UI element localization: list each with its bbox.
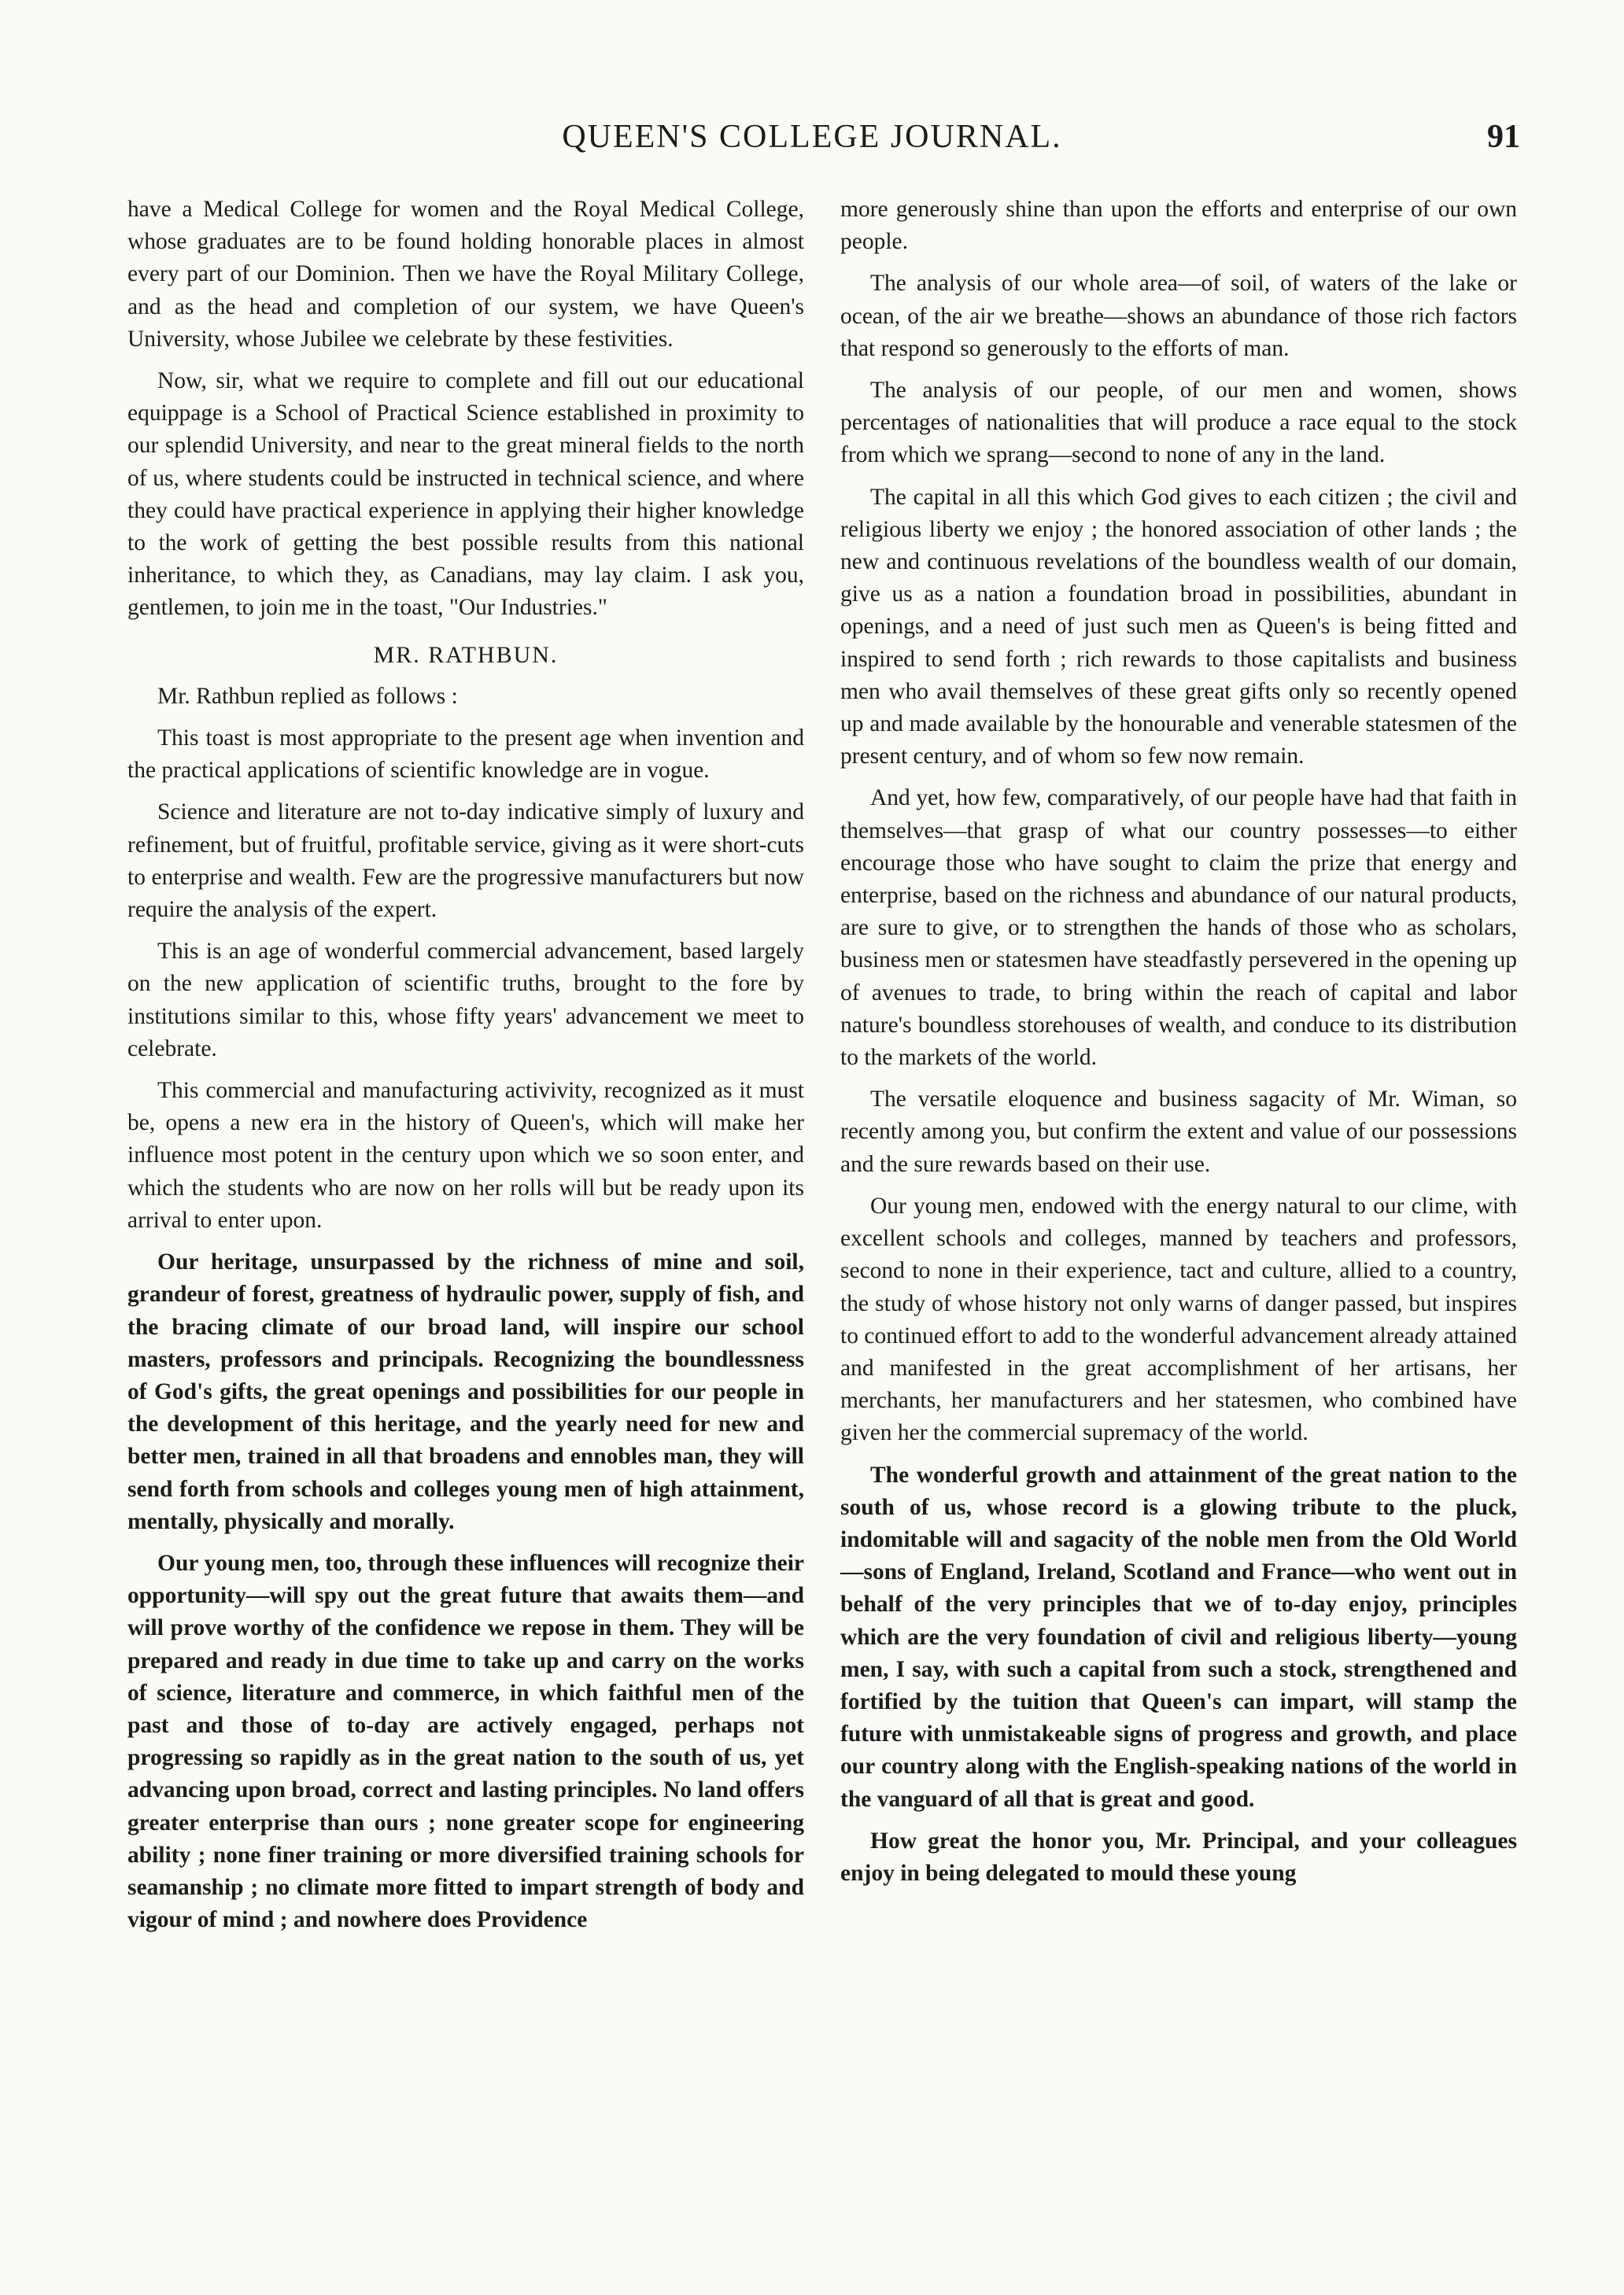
paragraph: Our young men, endowed with the energy natural to our clime, with excellent schools and colleges, manned by teachers and professors, second to none in their experience, tact and culture, allied to a country, the study of whose history not only warns of danger passed, but inspires to continued effort to add to the wonderful advancement already attained and manifested in the great accomplishment of her artisans, her merchants, her manufacturers and her statesmen, who combined have given her the commercial supremacy of the world. (840, 1193, 1517, 1446)
paragraph: Our heritage, unsurpassed by the richness of mine and soil, grandeur of forest, greatness of hydraulic power, supply of fish, and the bracing climate of our broad land, will inspire our school masters, professors and principals. Recognizing the boundlessness of God's gifts, the great openings and possibilities for our people in the development of this heritage, and the yearly need for new and better men, trained in all that broadens and ennobles man, they will send forth from schools and colleges young men of high attainment, mentally, physically and morally. (127, 1249, 804, 1534)
paragraph: Now, sir, what we require to complete and fill out our educational equippage is a School of Practical Science established in proximity to our splendid University, and near to the great mineral fields to the north of us, where students could be instructed in technical science, and where they could have practical experience in applying their higher knowledge to the work of getting the best possible results from this national inheritance, to which they, as Canadians, may lay claim. I ask you, gentlemen, to join me in the toast, "Our Industries." (127, 368, 804, 621)
paragraph: The versatile eloquence and business sagacity of Mr. Wiman, so recently among you, but confirm the extent and value of our possessions and the sure rewards based on their use. (840, 1087, 1517, 1177)
paragraph: The analysis of our people, of our men and women, shows percentages of nationalities that will produce a race equal to the stock from which we sprang—second to none of any in the land. (840, 378, 1517, 468)
left-column (127, 194, 804, 1946)
paragraph: more generously shine than upon the efforts and enterprise of our own people. (840, 197, 1517, 255)
paragraph: have a Medical College for women and the Royal Medical College, whose graduates are to be found holding honorable places in almost every part of our Dominion. Then we have the Royal Military College, and as the head and completion of our system, we have Queen's University, whose Jubilee we celebrate by these festivities. (127, 197, 804, 352)
paragraph: Science and literature are not to-day indicative simply of luxury and refinement, but of fruitful, profitable service, giving as it were short-cuts to enterprise and wealth. Few are the progressive manufacturers but now require the analysis of the expert. (127, 799, 804, 923)
paragraph: This commercial and manufacturing activivity, recognized as it must be, opens a new era in the history of Queen's, which will make her influence most potent in the century upon which we so soon enter, and which the students who are now on her rolls will but be ready upon its arrival to enter upon. (127, 1078, 804, 1233)
paragraph: How great the honor you, Mr. Principal, and your colleagues enjoy in being delegated to mould these young (840, 1828, 1517, 1886)
paragraph: The capital in all this which God gives to each citizen ; the civil and religious liberty we enjoy ; the honored association of other lands ; the new and continuous revelations of the boundless wealth of our domain, give us as a nation a foundation broad in possibilities, abundant in openings, and a need of just such men as Queen's is being fitted and inspired to send forth ; rich rewards to those capitalists and business men who avail themselves of these great gifts only so recently opened up and made available by the honourable and venerable statesmen of the present century, and of whom so few now remain. (840, 484, 1517, 769)
page-header (0, 118, 1624, 165)
paragraph: The wonderful growth and attainment of the great nation to the south of us, whose record is a glowing tribute to the pluck, indomitable will and sagacity of the noble men from the Old World—sons of England, Ireland, Scotland and France—who went out in behalf of the very principles that we of to-day enjoy, principles which are the very foundation of civil and religious liberty—young men, I say, with such a capital from such a stock, strengthened and fortified by the tuition that Queen's can impart, will stamp the future with unmistakeable signs of progress and growth, and place our country along with the English-speaking nations of the world in the vanguard of all that is great and good. (840, 1462, 1517, 1812)
paragraph: This toast is most appropriate to the present age when invention and the practical applications of scientific knowledge are in vogue. (127, 725, 804, 784)
right-column (840, 194, 1517, 1899)
paragraph: And yet, how few, comparatively, of our people have had that faith in themselves—that grasp of what our country possesses—to either encourage those who have sought to claim the prize that energy and enterprise, based on the richness and abundance of our natural products, are sure to give, or to strengthen the hands of those who as scholars, business men or statesmen have steadfastly persevered in the opening up of avenues to trade, to bring within the reach of capital and labor nature's boundless storehouses of wealth, and conduce to its distribution to the markets of the world. (840, 785, 1517, 1071)
paragraph: Mr. Rathbun replied as follows : (157, 683, 458, 709)
running-head: QUEEN'S COLLEGE JOURNAL. (562, 119, 1062, 155)
page-number: 91 (1487, 119, 1520, 155)
paragraph: This is an age of wonderful commercial advancement, based largely on the new application of scientific truths, brought to the fore by institutions similar to this, whose fifty years' advancement we meet to celebrate. (127, 939, 804, 1061)
paragraph: The analysis of our whole area—of soil, of waters of the lake or ocean, of the air we breathe—shows an abundance of those rich factors that respond so generously to the efforts of man. (840, 271, 1517, 361)
paragraph: Our young men, too, through these influences will recognize their opportunity—will spy out the great future that awaits them—and will prove worthy of the confidence we repose in them. They will be prepared and ready in due time to take up and carry on the works of science, literature and commerce, in which faithful men of the past and those of to-day are actively engaged, perhaps not progressing so rapidly as in the great nation to the south of us, yet advancing upon broad, correct and lasting principles. No land offers greater enterprise than ours ; none greater scope for engineering ability ; none finer training or more diversified training schools for seamanship ; no climate more fitted to impart strength of body and vigour of mind ; and nowhere does Providence (127, 1550, 804, 1933)
section-heading: MR. RATHBUN. (373, 641, 559, 668)
